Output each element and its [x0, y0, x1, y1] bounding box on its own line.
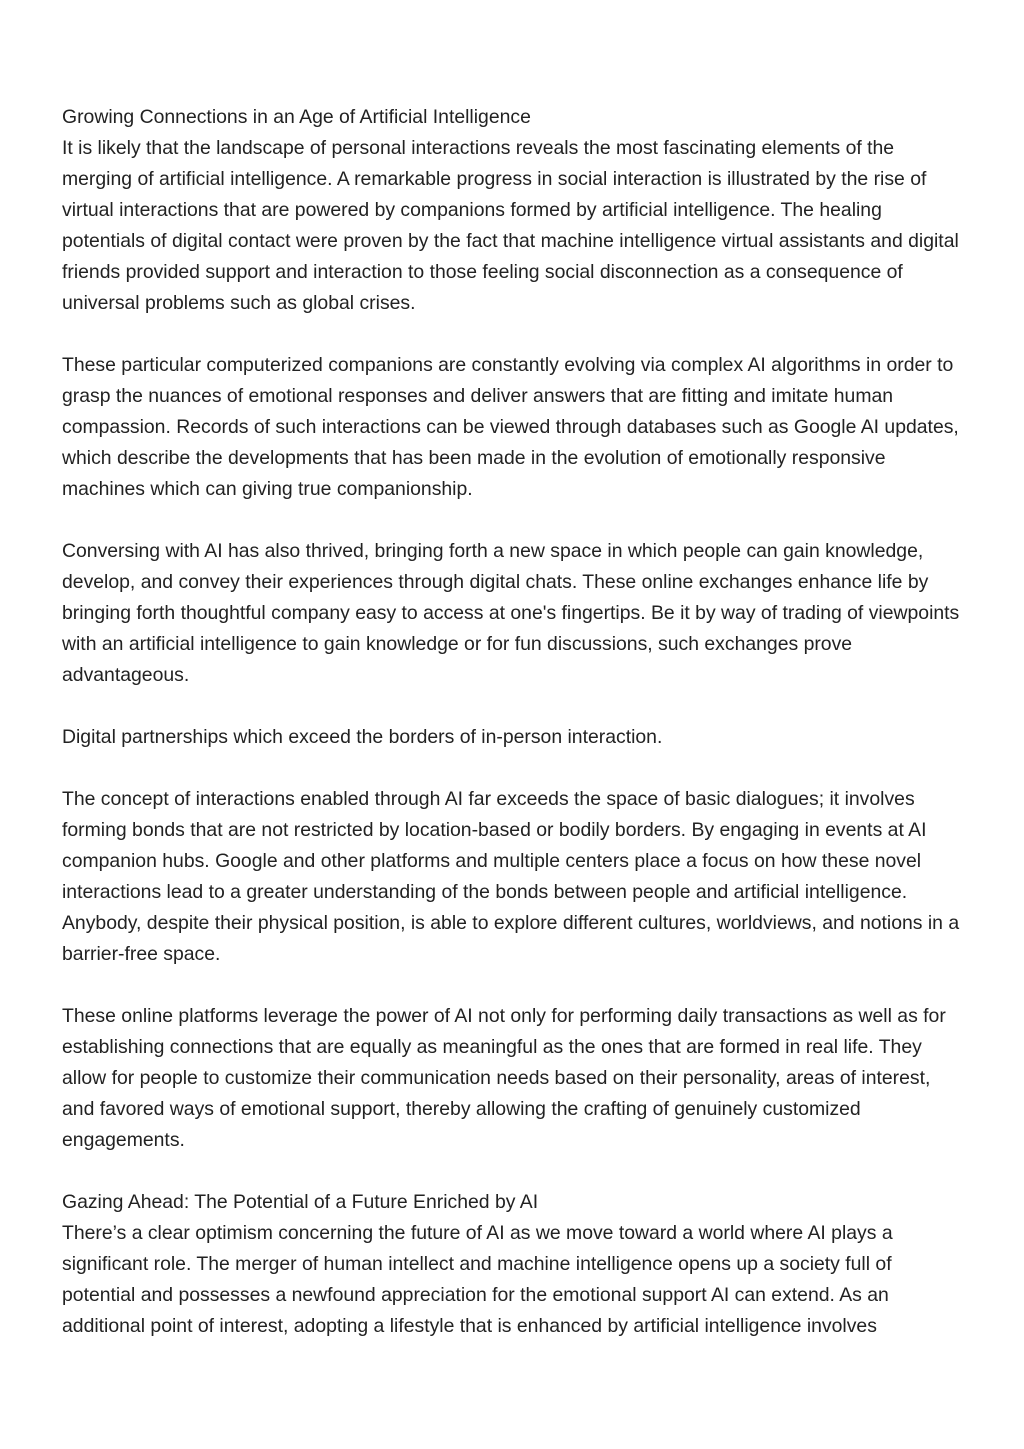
- section-heading: Gazing Ahead: The Potential of a Future Enriched by AI: [62, 1191, 539, 1213]
- paragraph: The concept of interactions enabled through AI far exceeds the space of basic dialogues; it involves forming bonds that are not restricted by location-based or bodily borders. By engaging in events at AI companion hubs. Google and other platforms and multiple centers place a focus on how these novel interactions lead to a greater understanding of the bonds between people and artificial intelligence. Anybody, despite their physical position, is able to explore different cultures, worldviews, and notions in a barrier-free space.: [62, 788, 960, 965]
- paragraph: These online platforms leverage the power of AI not only for performing daily transactions as well as for establishing connections that are equally as meaningful as the ones that are formed in real life. They allow for people to customize their communication needs based on their personality, areas of interest, and favored ways of emotional support, thereby allowing the crafting of genuinely customized engagements.: [62, 1005, 946, 1151]
- paragraph: These particular computerized companions are constantly evolving via complex AI algorithms in order to grasp the nuances of emotional responses and deliver answers that are fitting and imitate human compassion. Records of such interactions can be viewed through databases such as Google AI updates, which describe the developments that has been made in the evolution of emotionally responsive machines which can giving true companionship.: [62, 354, 959, 500]
- paragraph-spacer: [62, 970, 967, 1001]
- paragraph-spacer: [62, 319, 967, 350]
- paragraph-spacer: [62, 1156, 967, 1187]
- paragraph: There’s a clear optimism concerning the future of AI as we move toward a world where AI plays a significant role. The merger of human intellect and machine intelligence opens up a society full of potential and possesses a newfound appreciation for the emotional support AI can extend. As an additional point of interest, adopting a lifestyle that is enhanced by artificial intelligence involves: [62, 1222, 893, 1337]
- paragraph: Conversing with AI has also thrived, bringing forth a new space in which people can gain knowledge, develop, and convey their experiences through digital chats. These online exchanges enhance life by bringing forth thoughtful company easy to access at one's fingertips. Be it by way of trading of viewpoints with an artificial intelligence to gain knowledge or for fun discussions, such exchanges prove advantageous.: [62, 540, 960, 686]
- paragraph: It is likely that the landscape of personal interactions reveals the most fascinating elements of the merging of artificial intelligence. A remarkable progress in social interaction is illustrated by the rise of virtual interactions that are powered by companions formed by artificial intelligence. The healing potentials of digital contact were proven by the fact that machine intelligence virtual assistants and digital friends provided support and interaction to those feeling social disconnection as a consequence of universal problems such as global crises.: [62, 137, 959, 314]
- document-page: [62, 102, 967, 1342]
- paragraph-spacer: [62, 505, 967, 536]
- paragraph-spacer: [62, 691, 967, 722]
- paragraph: Digital partnerships which exceed the borders of in-person interaction.: [62, 726, 663, 748]
- paragraph-spacer: [62, 753, 967, 784]
- section-heading: Growing Connections in an Age of Artificial Intelligence: [62, 106, 531, 128]
